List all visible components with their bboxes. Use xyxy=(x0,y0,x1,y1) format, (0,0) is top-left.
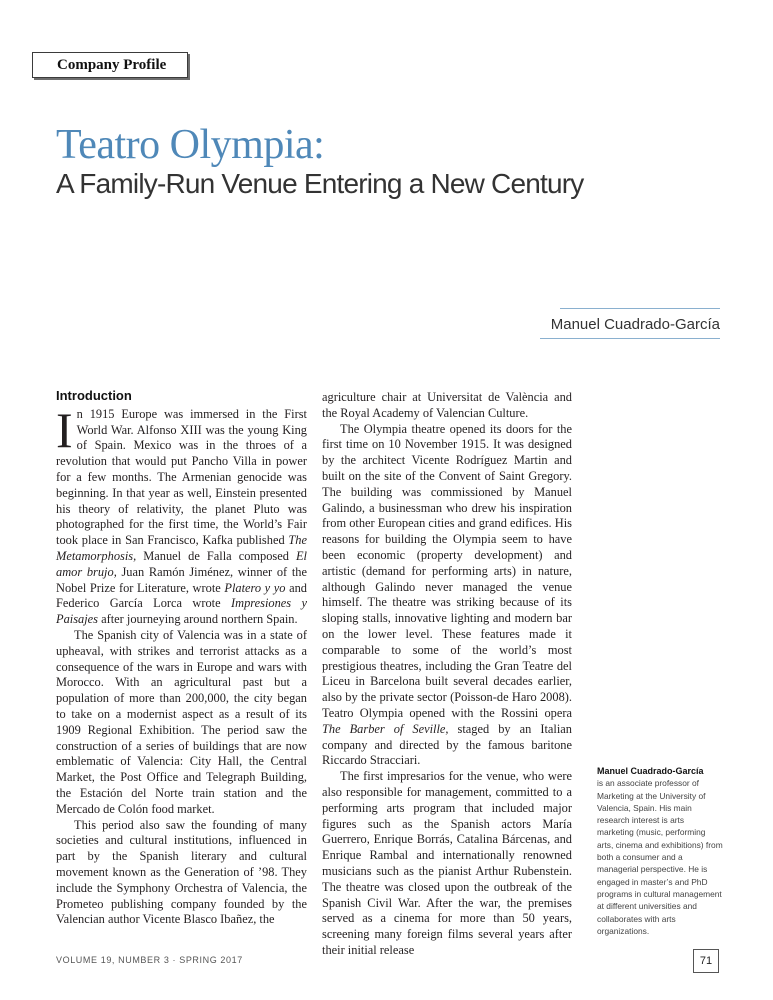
italic-title: The Metamorphosis, xyxy=(56,533,307,563)
article-subtitle: A Family-Run Venue Entering a New Century xyxy=(56,168,584,199)
section-heading: Introduction xyxy=(56,388,132,403)
paragraph-3: This period also saw the founding of many societies and cultural institutions, influenced in part by the Spanish literary and cultural movement known as the Generation of ’98. They include the Symphony Orchestra of Valencia, the Prometeo publishing company founded by the Valencian author Vicente Blasco Ibañez, the xyxy=(56,817,307,927)
italic-title: El amor brujo, xyxy=(56,548,307,579)
paragraph-2: The Spanish city of Valencia was in a state of upheaval, with strikes and terrorist attacks as a consequence of the wars in Europe and wars with Morocco. With an agricultural past but a population of more than 200,000, the city began to take on a modernist aspect as a result of its 1909 Regional Exhibition. The period saw the construction of a series of buildings that are now emblematic of Valencia: City Hall, the Central Market, the Post Office and Telegraph Building, the Estación del Norte train station and the Mercado de Colón food market. xyxy=(56,627,307,816)
paragraph-text: Manuel de Falla composed xyxy=(136,548,296,563)
paragraph-text: n 1915 Europe was immersed in the First World War. Alfonso XIII was the young King of Spain. Mexico was in the throes of a revolution that would put Pancho Villa in power for a few months. The Armenian genocide was beginning. In that year as well, Einstein presented his theory of relativity, the planet Pluto was photographed for the first time, the World’s Fair took place in San Francisco, Kafka published xyxy=(56,406,307,548)
drop-cap: I xyxy=(56,401,73,458)
italic-title: Platero y yo xyxy=(224,580,286,595)
paragraph-text: and Federico García Lorca wrote xyxy=(56,580,307,611)
paragraph-text: Juan Ramón Jiménez, winner of the Nobel Prize for Literature, wrote xyxy=(56,564,307,595)
bio-author-name: Manuel Cuadrado-García xyxy=(597,766,704,776)
section-label: Company Profile xyxy=(32,52,188,78)
bio-text: is an associate professor of Marketing at the University of Valencia, Spain. His main research interest is arts marketing (music, performing arts, cinema and exhibitions) from both a consumer and a managerial perspective. He is engaged in master’s and PhD programs in cultural management at different universities and collaborates with arts organizations. xyxy=(597,778,723,936)
footer-volume: VOLUME 19, NUMBER 3 · SPRING 2017 xyxy=(56,955,243,965)
paragraph-1 xyxy=(56,401,307,628)
paragraph-text: The Olympia theatre opened its doors for the first time on 10 November 1915. It was designed by the architect Vicente Rodríguez Martin and built on the site of the Convent of Saint Gregory. The building was commissioned by Manuel Galindo, a businessman who drew his inspiration from other European cities and grand edifices. His reasons for building the Olympia seem to have been economic (property development) and artistic (demand for performing arts) in nature, although Galindo never managed the venue himself. The theatre was striking because of its sloping stalls, innovative lighting and modern bar on the lower level. These features made it comparable to some of the world’s most prestigious theatres, including the Gran Teatre del Liceu in Barcelona built several decades earlier, also by the private sector (Poisson-de Haro 2008). Teatro Olympia opened with the Rossini opera xyxy=(322,421,572,720)
author-rule-top xyxy=(560,308,720,309)
author-byline: Manuel Cuadrado-García xyxy=(550,316,720,333)
paragraph-4: agriculture chair at Universitat de València and the Royal Academy of Valencian Culture. xyxy=(322,390,572,420)
paragraph-text: after journeying around northern Spain. xyxy=(98,612,298,627)
author-rule-bottom xyxy=(540,338,720,339)
paragraph-5 xyxy=(322,422,572,770)
author-bio-sidebar xyxy=(597,765,723,937)
italic-title: Impresiones y Paisajes xyxy=(56,596,307,627)
italic-title: The Barber of Seville, xyxy=(322,721,449,736)
article-column-left xyxy=(56,388,307,928)
paragraph-text: staged by an Italian company and directed by the famous baritone Riccardo Stracciari. xyxy=(322,721,572,768)
article-column-right xyxy=(322,390,572,959)
paragraph-6: The first impresarios for the venue, who were also responsible for management, committed to a performing arts program that included major figures such as the Spanish actors María Guerrero, Enrique Borrás, Catalina Bárcenas, and Enrique Rambal and internationally renowned musicians such as the pianist Arthur Rubenstein. The theatre was closed upon the outbreak of the Spanish Civil War. After the war, the premises served as a cinema for more than 50 years, screening many foreign films several years after their initial release xyxy=(322,769,572,957)
article-title: Teatro Olympia: xyxy=(56,122,325,168)
page-number: 71 xyxy=(693,949,719,973)
